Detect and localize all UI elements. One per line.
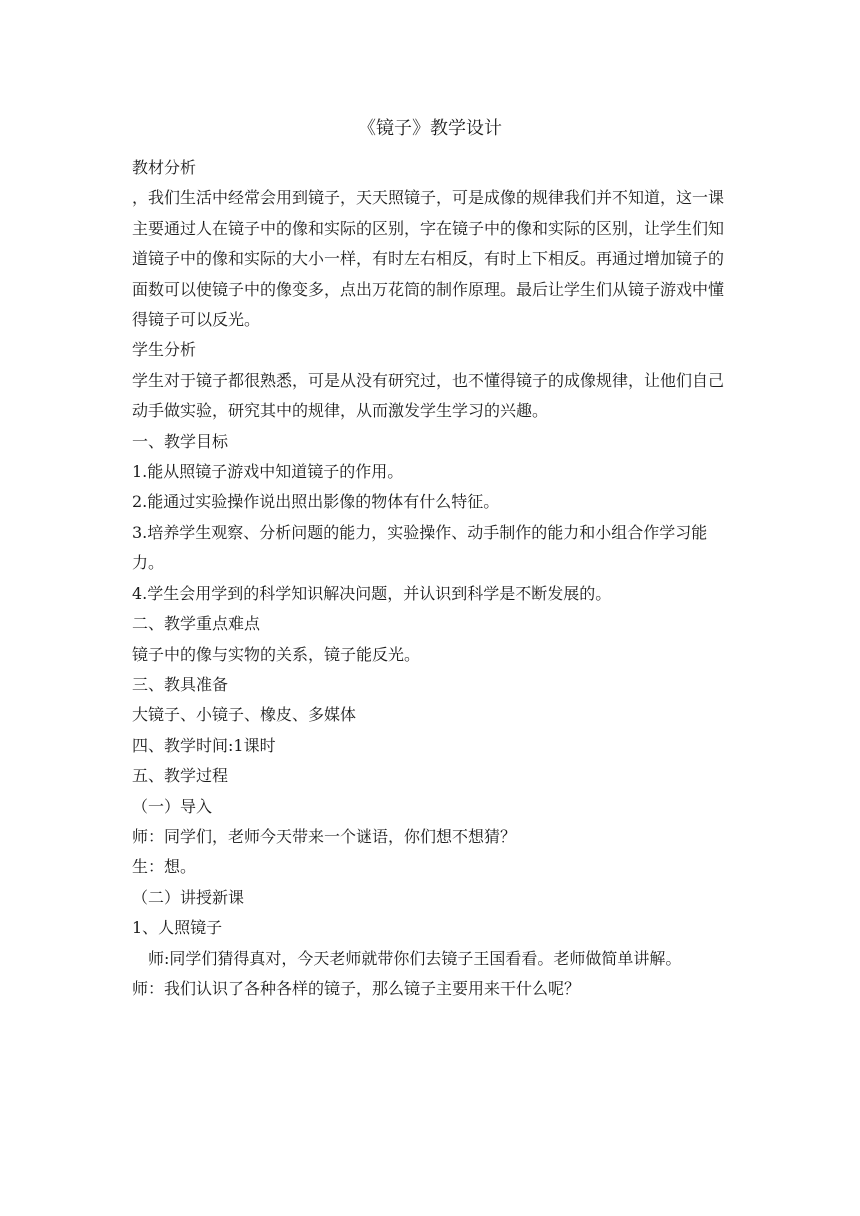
section-heading-textbook-analysis: 教材分析	[132, 158, 197, 177]
document-title: 《镜子》教学设计	[358, 118, 502, 139]
section-heading-teaching-aids: 三、教具准备	[132, 674, 229, 694]
goal-item-2: 2.能通过实验操作说出照出影像的物体有什么特征。	[132, 492, 500, 512]
section-heading-teaching-time: 四、教学时间:1课时	[132, 735, 276, 755]
goal-item-1: 1.能从照镜子游戏中知道镜子的作用。	[132, 462, 404, 482]
activity-heading-mirror: 1、人照镜子	[132, 918, 223, 938]
goal-item-3: 3.培养学生观察、分析问题的能力，实验操作、动手制作的能力和小组合作学习能力。	[132, 522, 708, 573]
paragraph-student-analysis: 学生对于镜子都很熟悉，可是从没有研究过，也不懂得镜子的成像规律，让他们自己动手做实验，研究其中的规律，从而激发学生学习的兴趣。	[132, 370, 725, 421]
paragraph-teaching-aids: 大镜子、小镜子、橡皮、多媒体	[132, 705, 357, 725]
dialogue-line-student-1: 生：想。	[132, 857, 197, 877]
section-heading-student-analysis: 学生分析	[132, 340, 197, 360]
section-heading-key-points: 二、教学重点难点	[132, 614, 261, 634]
subsection-heading-introduction: （一）导入	[132, 796, 213, 816]
dialogue-line-teacher-1: 师：同学们，老师今天带来一个谜语，你们想不想猜？	[132, 826, 517, 846]
section-heading-teaching-process: 五、教学过程	[132, 766, 229, 786]
paragraph-textbook-analysis: ，我们生活中经常会用到镜子，天天照镜子，可是成像的规律我们并不知道，这一课主要通过人在镜子中的像和实际的区别，字在镜子中的像和实际的区别，让学生们知道镜子中的像和实际的大小一样，有时左右相反，有时上下相反。再通过增加镜子的面数可以使镜子中的像变多，点出万花筒的制作原理。最后让学生们从镜子游戏中懂得镜子可以反光。	[132, 188, 725, 330]
dialogue-line-teacher-3: 师：我们认识了各种各样的镜子，那么镜子主要用来干什么呢？	[132, 978, 581, 998]
document-body	[132, 153, 730, 1004]
section-heading-teaching-goals: 一、教学目标	[132, 431, 229, 451]
subsection-heading-new-lesson: （二）讲授新课	[132, 887, 245, 907]
goal-item-4: 4.学生会用学到的科学知识解决问题，并认识到科学是不断发展的。	[132, 583, 612, 603]
dialogue-line-teacher-2: 师:同学们猜得真对，今天老师就带你们去镜子王国看看。老师做简单讲解。	[148, 948, 682, 968]
paragraph-key-points: 镜子中的像与实物的关系，镜子能反光。	[132, 644, 421, 664]
